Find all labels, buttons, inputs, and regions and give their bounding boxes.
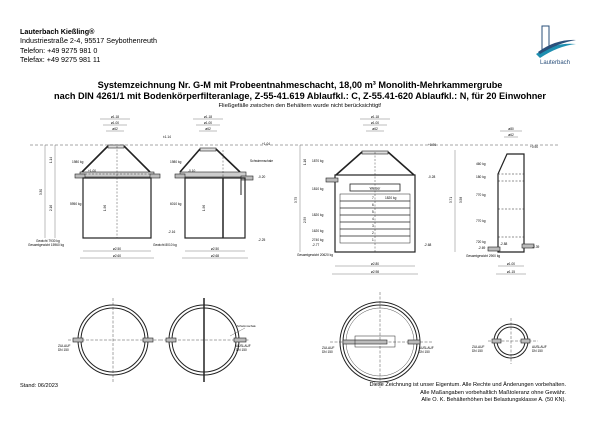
outlet-dn-label: DN 150 (532, 349, 543, 353)
ring-number: 7 (372, 196, 374, 200)
weight-label: 1980 kg (170, 160, 182, 164)
dim-label: ø1.18 (203, 115, 213, 119)
level-label: -0.28 (428, 175, 436, 179)
dim-label: 1.96 (202, 204, 206, 212)
dim-label: ø1.00 (110, 121, 120, 125)
ring-number: 4 (372, 217, 374, 221)
tank-4-sampling-shaft-section (449, 127, 539, 274)
tank-2-section (153, 115, 273, 258)
revision-date: Stand: 06/2023 (20, 383, 58, 389)
weight-label: 1620 kg (312, 229, 324, 233)
legal-notice (369, 382, 566, 405)
weight-label: Gewicht 7930 kg (36, 239, 60, 243)
weight-label: Gewicht 8010 kg (153, 243, 177, 247)
level-label: -2.69 (478, 246, 486, 250)
level-label: -2.77 (312, 243, 320, 247)
level-label: +0.90 (530, 145, 539, 149)
inlet-label: ZULAUF (58, 344, 71, 348)
outlet-dn-label: DN 150 (419, 350, 430, 354)
outlet-label: AUSLAUF (236, 344, 251, 348)
level-label: +0.96 (428, 143, 437, 147)
ring-number: 5 (372, 210, 374, 214)
weight-label: 1980 kg (72, 160, 84, 164)
component-label: Schwimmschale (237, 325, 256, 328)
inlet-dn-label: DN 150 (322, 350, 333, 354)
level-label: -2.25 (258, 238, 266, 242)
weight-label: 1810 kg (312, 187, 324, 191)
inlet-label: ZULAUF (322, 346, 335, 350)
dim-label: 2.16 (49, 204, 53, 212)
dim-label: 3.75 (294, 196, 298, 204)
level-label: +1.04 (262, 142, 271, 146)
inlet-label: ZULAUF (472, 345, 485, 349)
level-label: -2.88 (500, 242, 508, 246)
level-label: -0.10 (188, 169, 196, 173)
weight-label: Gesamtgewicht 15960 kg (28, 243, 64, 247)
dim-label: ø2.50 (112, 247, 122, 251)
dim-label: ø62 (372, 127, 378, 131)
title-line-1: Systemzeichnung Nr. G-M mit Probeentnahmeschacht, 18,00 m³ Monolith-Mehrkammergrube (97, 80, 503, 90)
weight-label: 1820 kg (312, 213, 324, 217)
ring-number: 3 (372, 224, 374, 228)
dim-label: 3.71 (449, 196, 453, 204)
dim-label: 1.16 (303, 158, 307, 166)
dim-label: 3.30 (39, 188, 43, 196)
tank-3-section (294, 115, 436, 274)
plan-view-3 (322, 292, 434, 388)
level-label: -2.16 (168, 230, 176, 234)
dim-label: ø2.98 (370, 270, 380, 274)
ring-weight: 1820 kg (385, 196, 397, 200)
weight-label: 6010 kg (170, 202, 182, 206)
dim-label: ø2.80 (370, 262, 380, 266)
dim-label: ø1.00 (203, 121, 213, 125)
dim-label: ø2.60 (112, 254, 122, 258)
company-fax: Telefax: +49 9275 981 11 (20, 54, 101, 64)
weight-label: Gesamtgewicht 20620 kg (297, 253, 333, 257)
tank-1-section (28, 115, 175, 258)
company-phone: Telefon: +49 9275 981 0 (20, 45, 98, 55)
ring-number: 6 (372, 203, 374, 207)
dim-label: ø1.00 (506, 262, 516, 266)
dim-label: ø62 (112, 127, 118, 131)
level-label: ±1.14 (163, 135, 171, 139)
dim-label: ø80 (508, 127, 514, 131)
weight-label: 5950 kg (70, 202, 82, 206)
inlet-dn-label: DN 150 (472, 349, 483, 353)
dim-label: ø62 (508, 133, 514, 137)
plan-view-1 (58, 298, 160, 382)
plan-view-2 (160, 298, 256, 382)
dim-label: 1.96 (103, 204, 107, 212)
dim-label: 3.58 (459, 196, 463, 204)
weight-label: 770 kg (476, 219, 486, 223)
outlet-dn-label: DN 150 (236, 348, 247, 352)
flow-note: Fließgefälle zwischen den Behältern wurde nicht berücksichtigt! (218, 103, 382, 109)
dim-label: ø1.15 (506, 270, 516, 274)
dim-label: ø1.00 (370, 121, 380, 125)
dim-label: ø1.18 (370, 115, 380, 119)
logo-text: Lauterbach (539, 60, 571, 66)
ring-number: 2 (372, 231, 374, 235)
level-label: -2.68 (424, 243, 432, 247)
company-address: Industriestraße 2-4, 95517 Seybothenreuth (20, 36, 158, 46)
weight-label: 460 kg (476, 162, 486, 166)
inlet-dn-label: DN 150 (58, 348, 69, 352)
level-label: +1.00 (88, 169, 97, 173)
weight-label: Gesamtgewicht 2900 kg (466, 254, 501, 258)
weight-label: 2740 kg (312, 238, 324, 242)
insert-label: Wasser (369, 186, 381, 191)
plan-view-4 (472, 318, 547, 364)
legal-line-3: Alle O. K. Behälterhöhen bei Belastungsklasse A. (50 KN). (421, 397, 566, 404)
level-label: -2.39 (532, 245, 540, 249)
dim-label: ø62 (205, 127, 211, 131)
title-line-2: nach DIN 4261/1 mit Bodenkörperfilteranlage, Z-55-41.619 Ablaufkl.: C, Z-55.41-620 Ablaufkl.: N, für 20 Einwohner (53, 90, 546, 101)
dim-label: ø2.68 (210, 254, 220, 258)
weight-label: 180 kg (476, 175, 486, 179)
dim-label: 2.59 (303, 216, 307, 224)
dim-label: ø1.18 (110, 115, 120, 119)
weight-label: 720 kg (476, 240, 486, 244)
outlet-label: AUSLAUF (419, 346, 434, 350)
company-name: Lauterbach Kießling® (20, 27, 95, 36)
outlet-label: AUSLAUF (532, 345, 547, 349)
legal-line-1: Diese Zeichnung ist unser Eigentum. Alle Rechte und Änderungen vorbehalten. (369, 382, 566, 388)
dim-label: 1.14 (49, 156, 53, 164)
dim-label: ø2.50 (210, 247, 220, 251)
weight-label: 1870 kg (312, 159, 324, 163)
level-label: -0.20 (258, 175, 266, 179)
legal-line-2: Alle Maßangaben vorbehaltlich Maßtoleranz ohne Gewähr. (420, 389, 566, 396)
component-label: Schwimmschale (250, 159, 274, 163)
weight-label: 770 kg (476, 193, 486, 197)
ring-number: 1 (372, 238, 374, 242)
